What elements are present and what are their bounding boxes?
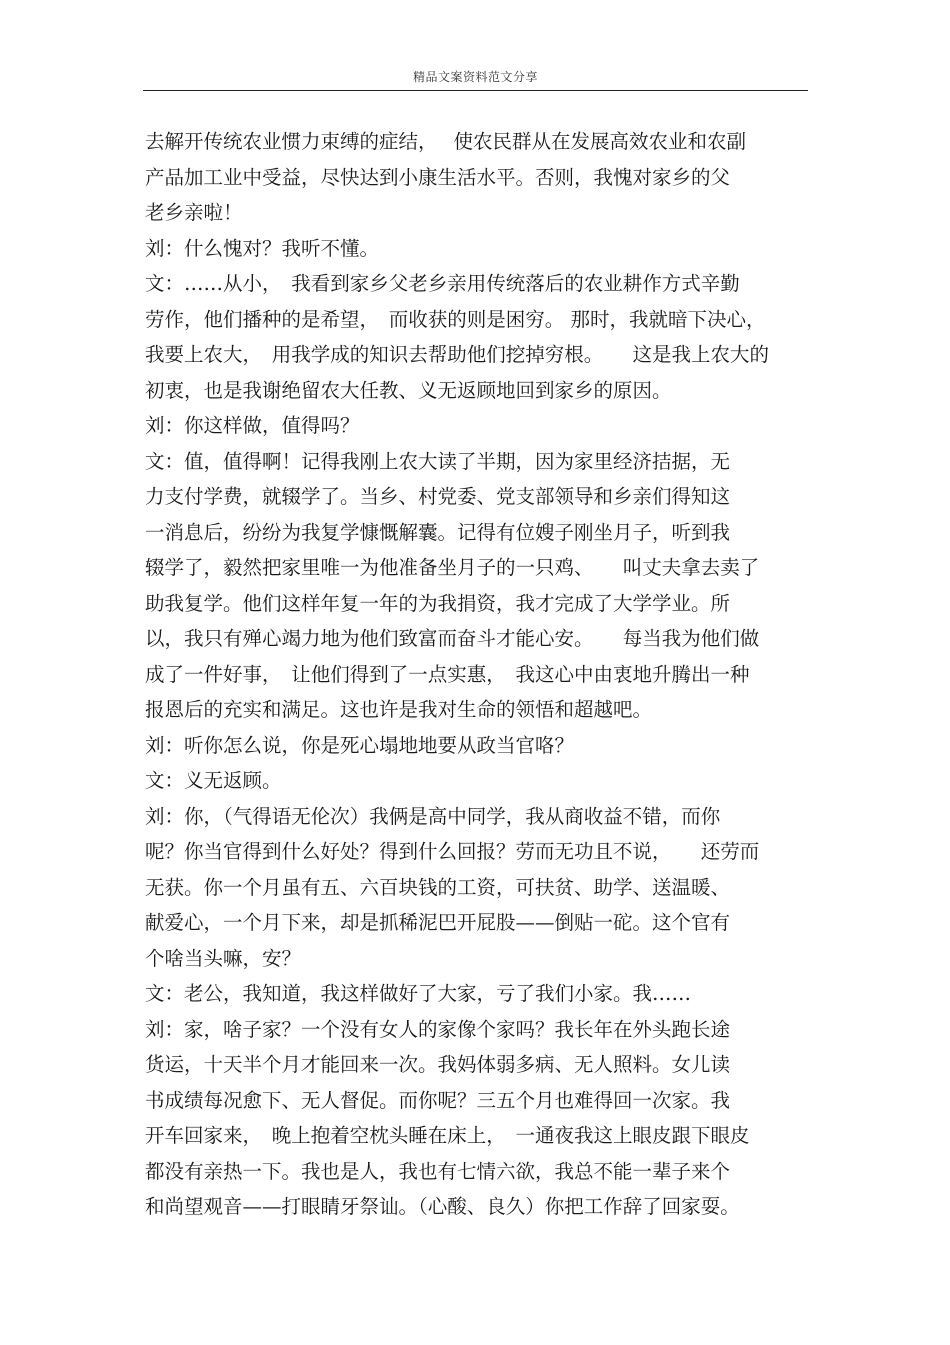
- text-line: 呢？你当官得到什么好处？得到什么回报？劳而无功且不说， 还劳而: [145, 840, 760, 863]
- text-line: 助我复学。他们这样年复一年的为我捐资，我才完成了大学学业。所: [145, 591, 731, 615]
- text-line: 都没有亲热一下。我也是人，我也有七情六欲，我总不能一辈子来个: [145, 1159, 731, 1183]
- text-line: 无获。你一个月虽有五、六百块钱的工资，可扶贫、助学、送温暖、: [145, 875, 731, 899]
- text-line: 一消息后，纷纷为我复学慷慨解囊。记得有位嫂子刚坐月子，听到我: [145, 520, 731, 544]
- text-line: 文：值，值得啊！记得我刚上农大读了半期，因为家里经济拮据，无: [145, 449, 731, 473]
- text-line: 书成绩每况愈下、无人督促。而你呢？三五个月也难得回一次家。我: [145, 1088, 731, 1112]
- text-line: 初衷，也是我谢绝留农大任教、义无返顾地回到家乡的原因。: [145, 378, 672, 402]
- text-line: 成了一件好事， 让他们得到了一点实惠， 我这心中由衷地升腾出一种: [145, 662, 750, 686]
- text-line: 刘：听你怎么说，你是死心塌地地要从政当官咯？: [145, 733, 575, 757]
- text-line: 和尚望观音——打眼睛牙祭讪。（心酸、良久）你把工作辞了回家耍。: [145, 1195, 740, 1218]
- text-line: 我要上农大， 用我学成的知识去帮助他们挖掉穷根。 这是我上农大的: [145, 343, 770, 366]
- text-line: 文：义无返顾。: [145, 769, 282, 792]
- text-line: 货运，十天半个月才能回来一次。我妈体弱多病、无人照料。女儿读: [145, 1053, 731, 1076]
- text-line: 辍学了，毅然把家里唯一为他准备坐月子的一只鸡、 叫丈夫拿去卖了: [145, 556, 760, 579]
- body-text: [145, 124, 810, 1225]
- text-line: 开车回家来， 晚上抱着空枕头睡在床上， 一通夜我这上眼皮跟下眼皮: [145, 1124, 750, 1147]
- text-line: 劳作，他们播种的是希望， 而收获的则是困穷。 那时，我就暗下决心，: [145, 307, 766, 331]
- text-line: 刘：你，（气得语无伦次）我俩是高中同学，我从商收益不错，而你: [145, 804, 721, 828]
- text-line: 刘：你这样做，值得吗？: [145, 414, 360, 437]
- text-line: 去解开传统农业惯力束缚的症结， 使农民群从在发展高效农业和农副: [145, 130, 746, 153]
- text-line: 报恩后的充实和满足。这也许是我对生命的领悟和超越吧。: [145, 698, 653, 721]
- text-line: 刘：什么愧对？我听不懂。: [145, 236, 380, 260]
- text-line: 文：老公，我知道，我这样做好了大家，亏了我们小家。我……: [145, 982, 692, 1005]
- header-divider: [143, 90, 808, 91]
- text-line: 以，我只有殚心竭力地为他们致富而奋斗才能心安。 每当我为他们做: [145, 627, 760, 650]
- text-line: 文：……从小， 我看到家乡父老乡亲用传统落后的农业耕作方式辛勤: [145, 272, 740, 295]
- text-line: 力支付学费，就辍学了。当乡、村党委、党支部领导和乡亲们得知这: [145, 485, 731, 508]
- text-line: 产品加工业中受益，尽快达到小康生活水平。否则，我愧对家乡的父: [145, 165, 731, 189]
- text-line: 个啥当头嘛，安？: [145, 946, 302, 970]
- page-header: 精品文案资料范文分享: [412, 70, 538, 84]
- text-line: 献爱心，一个月下来，却是抓稀泥巴开屁股——倒贴一砣。这个官有: [145, 911, 731, 934]
- text-line: 刘：家，啥子家？一个没有女人的家像个家吗？我长年在外头跑长途: [145, 1017, 731, 1041]
- text-line: 老乡亲啦！: [145, 201, 243, 224]
